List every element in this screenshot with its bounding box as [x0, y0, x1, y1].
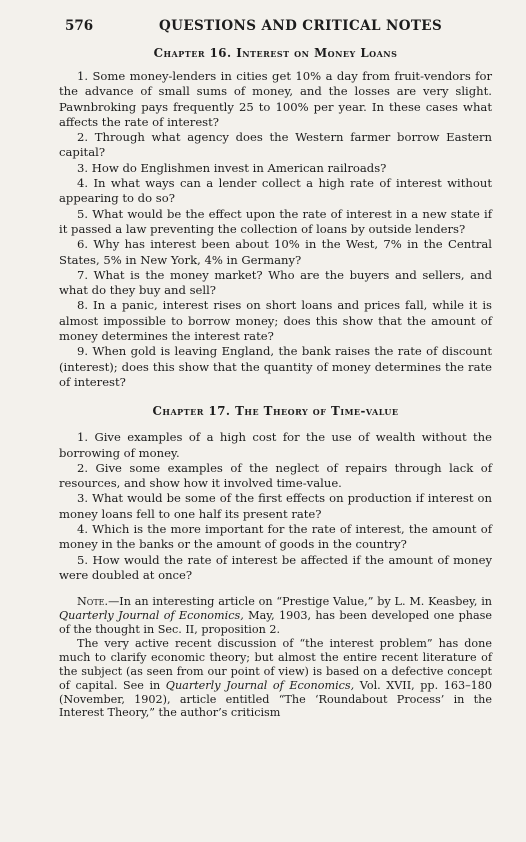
note-paragraph	[59, 595, 492, 637]
question-item: 5. What would be the effect upon the rate of interest in a new state if it passed a law preventing the collection of loans by outside lenders?	[59, 206, 492, 236]
question-item: 2. Through what agency does the Western farmer borrow Eastern capital?	[59, 130, 492, 160]
question-item: 9. When gold is leaving England, the bank raises the rate of discount (interest); does this show that the quantity of money determines the rate of interest?	[59, 344, 492, 389]
page-number: 576	[65, 18, 94, 34]
chapter-17-questions	[59, 430, 492, 583]
note-label: Note.	[77, 595, 109, 609]
question-item: 2. Give some examples of the neglect of repairs through lack of resources, and show how it involved time-value.	[59, 460, 492, 491]
question-item: 3. What would be some of the first effects on production if interest on money loans fell to one half its present rate?	[59, 491, 492, 521]
chapter-16-questions	[59, 69, 492, 390]
chapter-17-heading: Chapter 17. The Theory of Time-value	[152, 404, 399, 419]
journal-title: Quarterly Journal of Economics,	[59, 609, 244, 623]
running-head	[59, 18, 492, 40]
note-paragraph	[59, 637, 492, 720]
note-text: May, 1903, has been developed one phase of the thought in Sec. II, proposition 2.	[59, 609, 492, 637]
critical-note	[59, 595, 492, 720]
note-text: Vol. XVII, pp. 163–180 (November, 1902), article entitled “The ‘Roundabout Process’ in the Interest Theory,” the author’s criticism	[59, 678, 493, 720]
question-item: 4. Which is the more important for the rate of interest, the amount of money in the banks or the amount of goods in the country?	[59, 522, 492, 552]
question-item: 8. In a panic, interest rises on short loans and prices fall, while it is almost impossible to borrow money; does this show that the amount of money determines the interest rate?	[59, 298, 492, 344]
journal-title: Quarterly Journal of Economics,	[165, 678, 355, 692]
question-item: 1. Give examples of a high cost for the use of wealth without the borrowing of money.	[59, 430, 492, 460]
running-title: QUESTIONS AND CRITICAL NOTES	[159, 18, 443, 34]
question-item: 1. Some money-lenders in cities get 10% a day from fruit-vendors for the advance of small sums of money, and the losses are very slight. Pawnbroking pays frequently 25 to 100% per year. In these cases what affects the rate of interest?	[59, 69, 492, 129]
question-item: 6. Why has interest been about 10% in the West, 7% in the Central States, 5% in New York, 4% in Germany?	[59, 237, 492, 267]
note-text: —In an interesting article on “Prestige Value,” by L. M. Keasbey, in	[108, 595, 492, 609]
chapter-16-heading: Chapter 16. Interest on Money Loans	[153, 46, 398, 60]
question-item: 3. How do Englishmen invest in American railroads?	[77, 160, 387, 175]
note-text: The very active recent discussion of “the interest problem” has done much to clarify economic theory; but almost the entire recent literature of the subject (as seen from our point of view) is based on a defective concept of capital. See in	[59, 636, 492, 692]
question-item: 5. How would the rate of interest be affected if the amount of money were doubled at once?	[59, 552, 492, 582]
question-item: 7. What is the money market? Who are the buyers and sellers, and what do they buy and sell?	[59, 267, 492, 298]
question-item: 4. In what ways can a lender collect a high rate of interest without appearing to do so?	[59, 176, 492, 206]
